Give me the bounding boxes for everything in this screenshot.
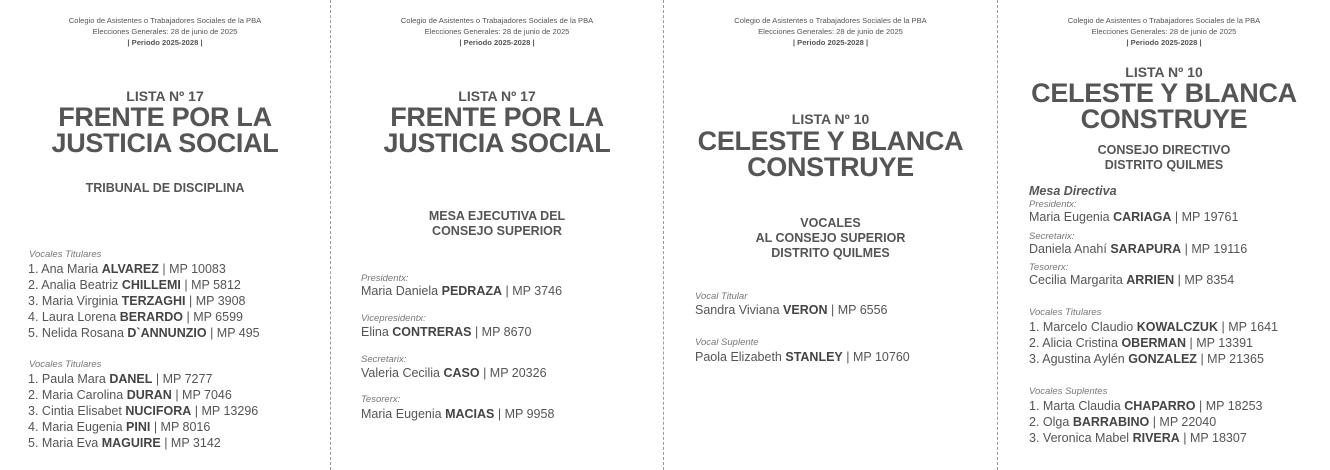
list-item: 3. Maria Virginia TERZAGHI | MP 3908 (28, 294, 246, 308)
list-item: 5. Nelida Rosana D`ANNUNZIO | MP 495 (28, 326, 260, 340)
org-name: Colegio de Asistentes o Trabajadores Sociales de la PBA (1067, 16, 1261, 25)
ballot-header (998, 15, 1330, 48)
party-name (664, 128, 997, 180)
period: | Periodo 2025-2028 | (792, 38, 869, 47)
section-title-line1: CONSEJO DIRECTIVO (1097, 143, 1231, 157)
section-title-line1: VOCALES (800, 216, 861, 230)
list-item: 2. Olga BARRABINO | MP 22040 (1029, 415, 1217, 429)
ballot-header (664, 15, 997, 48)
section-title-line2: AL CONSEJO SUPERIOR (755, 231, 906, 245)
ballot-consejo-directivo (998, 0, 1330, 470)
list-item: 1. Ana Maria ALVAREZ | MP 10083 (28, 262, 226, 276)
list-number: LISTA Nº 10 (1125, 64, 1203, 80)
list-item: 1. Marcelo Claudio KOWALCZUK | MP 1641 (1029, 320, 1278, 334)
list-number: LISTA Nº 17 (458, 88, 536, 104)
role-label: Tesorerx: (1029, 262, 1069, 273)
group-title: Vocales Titulares (29, 249, 102, 260)
candidate-list (1029, 319, 1278, 367)
list-item: 1. Marta Claudia CHAPARRO | MP 18253 (1029, 399, 1263, 413)
party-name-line2: JUSTICIA SOCIAL (51, 128, 279, 158)
party-name (998, 80, 1330, 132)
party-name (331, 104, 663, 156)
ballot-vocales-consejo (664, 0, 997, 470)
candidate-entry: Maria Eugenia MACIAS | MP 9958 (361, 407, 555, 421)
role-label: Tesorerx: (361, 394, 401, 405)
candidate-entry: Sandra Viviana VERON | MP 6556 (695, 303, 888, 317)
section-title-line3: DISTRITO QUILMES (771, 246, 890, 260)
candidate-entry: Maria Daniela PEDRAZA | MP 3746 (361, 284, 563, 298)
election-date: Elecciones Generales: 28 de junio de 2025 (1091, 27, 1237, 36)
group-title: Vocales Titulares (1029, 307, 1102, 318)
candidate-list (1029, 398, 1263, 446)
party-name-line1: CELESTE Y BLANCA (1031, 78, 1297, 108)
list-item: 2. Analia Beatriz CHILLEMI | MP 5812 (28, 278, 241, 292)
role-label: Presidentx: (1029, 199, 1077, 210)
party-name-line1: CELESTE Y BLANCA (697, 126, 964, 156)
role-label: Vicepresidentx: (361, 313, 426, 324)
group-title: Vocales Suplentes (1029, 386, 1108, 397)
role-label: Secretarix: (1029, 231, 1075, 242)
candidate-entry: Valeria Cecilia CASO | MP 20326 (361, 366, 547, 380)
ballot-mesa-ejecutiva (331, 0, 663, 470)
ballot-header (0, 15, 330, 48)
period: | Periodo 2025-2028 | (127, 38, 203, 47)
list-item: 3. Veronica Mabel RIVERA | MP 18307 (1029, 431, 1247, 445)
list-number: LISTA Nº 10 (791, 111, 870, 127)
org-name: Colegio de Asistentes o Trabajadores Sociales de la PBA (400, 16, 594, 25)
party-name-line2: CONSTRUYE (747, 152, 914, 182)
group-title: Vocales Titulares (29, 359, 102, 370)
candidate-list (28, 261, 260, 341)
list-item: 3. Cintia Elisabet NUCIFORA | MP 13296 (28, 404, 259, 418)
role-label: Secretarix: (361, 354, 407, 365)
candidate-list (28, 371, 258, 451)
period: | Periodo 2025-2028 | (459, 38, 535, 47)
list-number: LISTA Nº 17 (126, 88, 204, 104)
ballot-header (331, 15, 663, 48)
role-label: Vocal Titular (695, 291, 748, 302)
list-item: 4. Laura Lorena BERARDO | MP 6599 (28, 310, 243, 324)
party-name (0, 104, 330, 156)
candidate-entry: Elina CONTRERAS | MP 8670 (361, 325, 532, 339)
role-label: Vocal Suplente (695, 337, 759, 348)
list-item: 4. Maria Eugenia PINI | MP 8016 (28, 420, 211, 434)
party-name-line2: JUSTICIA SOCIAL (383, 128, 611, 158)
section-title-line2: DISTRITO QUILMES (1104, 158, 1224, 172)
candidate-entry: Paola Elizabeth STANLEY | MP 10760 (695, 350, 910, 364)
period: | Periodo 2025-2028 | (1126, 38, 1202, 47)
list-item: 3. Agustina Aylén GONZALEZ | MP 21365 (1029, 352, 1264, 366)
section-title-line1: MESA EJECUTIVA DEL (428, 209, 566, 223)
list-item: 5. Maria Eva MAGUIRE | MP 3142 (28, 436, 221, 450)
candidate-entry: Maria Eugenia CARIAGA | MP 19761 (1029, 210, 1239, 224)
candidate-entry: Cecilia Margarita ARRIEN | MP 8354 (1029, 273, 1235, 287)
org-name: Colegio de Asistentes o Trabajadores Sociales de la PBA (734, 16, 927, 25)
section-title-line2: CONSEJO SUPERIOR (432, 224, 562, 238)
section-title (331, 209, 663, 239)
mesa-directiva-title: Mesa Directiva (1029, 184, 1117, 198)
election-date: Elecciones Generales: 28 de junio de 2025 (424, 27, 570, 36)
election-date: Elecciones Generales: 28 de junio de 2025 (92, 27, 238, 36)
org-name: Colegio de Asistentes o Trabajadores Sociales de la PBA (68, 16, 262, 25)
party-name-line2: CONSTRUYE (1080, 104, 1248, 134)
section-title (664, 216, 997, 261)
party-name-line1: FRENTE POR LA (58, 102, 272, 132)
section-title: TRIBUNAL DE DISCIPLINA (85, 181, 245, 195)
election-date: Elecciones Generales: 28 de junio de 2025 (758, 27, 903, 36)
candidate-entry: Daniela Anahí SARAPURA | MP 19116 (1029, 242, 1248, 256)
list-item: 1. Paula Mara DANEL | MP 7277 (28, 372, 213, 386)
section-title (998, 143, 1330, 173)
party-name-line1: FRENTE POR LA (390, 102, 604, 132)
role-label: Presidentx: (361, 273, 409, 284)
list-item: 2. Alicia Cristina OBERMAN | MP 13391 (1029, 336, 1253, 350)
list-item: 2. Maria Carolina DURAN | MP 7046 (28, 388, 232, 402)
ballot-tribunal-disciplina (0, 0, 330, 470)
